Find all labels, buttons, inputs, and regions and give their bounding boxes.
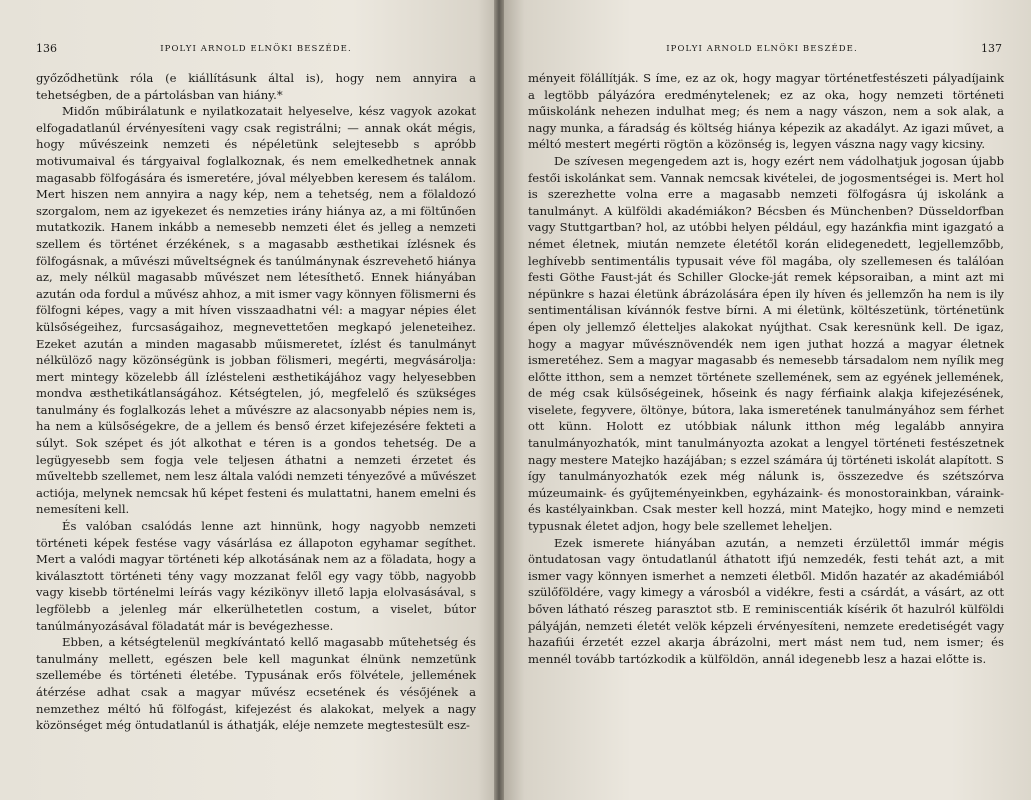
left-page (0, 0, 503, 800)
right-running-header (522, 42, 1002, 58)
left-running-header (36, 42, 476, 58)
left-header-title: IPOLYI ARNOLD ELNÖKI BESZÉDE. (160, 44, 352, 54)
paragraph: Ebben, a kétségtelenül megkívántató kellő magasabb műtehetség és tanulmány mellett, egészen bele kell magunkat élnünk nemzetünk szellemébe és történeti életébe. Typusának erős fölvétele, jellemének átérzése adhat csak a magyar művész ecsetének és vésőjének a nemzethez méltó hű fölfogást, kifejezést és alakokat, melyek a nagy közönséget még öntudatlanúl is áthatják, eléje nemzete megtestesült esz- (36, 635, 476, 733)
right-page-text (528, 70, 1004, 667)
paragraph: De szívesen megengedem azt is, hogy ezért nem vádolhatjuk jogosan újabb festői iskolánkat sem. Vannak nemcsak kivételei, de jogosmentségei is. Mert hol is szerezhette volna erre a magasabb nemzeti fölfogásra új iskolánk a tanulmányt. A külföldi akadémiákon? Bécsben és Münchenben? Düsseldorfban vagy Stuttgartban? hol, az utóbbi helyen például, egy hazánkfia mint igazgató a német életnek, miután nemzete életétől korán elidegenedett, legjellemzőbb, leghívebb sentimentális typusait véve föl magába, oly szellemesen és találóan festi Göthe Faust-ját és Schiller Glocke-ját remek képsoraiban, a mint azt mi népünkre s hazai életünk ábrázolására épen ily híven és jellemzőn ha nem is ily sentimentálisan kívánnók festve bírni. A mi életünk, költészetünk, történetünk épen oly jellemző életteljes alakokat nyújthat. Csak keresnünk kell. De igaz, hogy a magyar művésznövendék nem igen juthat hozzá a magyar életnek ismeretéhez. Sem a magyar magasabb és nemesebb társadalom nem nyílik meg előtte itthon, sem a nemzet története szellemének, sem az egyének jellemének, de még csak külsőségeinek, hőseink és nagy férfiaink alakja kifejezésének, viselete, fegyvere, öltönye, bútora, laka ismeretének tanulmányához sem férhet ott künn. Holott ez utóbbiak nálunk itthon még legalább annyira tanulmányozhatók, mint tanulmányozta azokat a lengyel történeti festészetnek nagy mestere Matejko hazájában; s ezzel számára új történeti iskolát alapított. S így tanulmányozhatók ezek még nálunk is, összezedve és szétszórva múzeumaink- és gyűjteményeinkben, egyházaink- és monostorainkban, váraink- és kastélyainkban. Csak mester kell hozzá, mint Matejko, hogy mind e nemzeti typusnak életet adjon, hogy bele szellemet leheljen. (528, 153, 1004, 534)
right-page-number: 137 (981, 42, 1002, 55)
book-gutter (494, 0, 504, 800)
paragraph: És valóban csalódás lenne azt hinnünk, hogy nagyobb nemzeti történeti képek festése vagy vásárlása ez állapoton egyhamar segíthet. Mert a valódi magyar történeti kép alkotásának nem az a föladata, hogy a kiválasztott történeti tény vagy mozzanat felől egy vagy több, nagyobb vagy kisebb történelmi leírás vagy kézikönyv illető lapja elolvasásával, s legfölebb a jelenleg már elkerülhetetlen costum, a viselet, bútor tanúlmányozásával föladatát már is bevégezhesse. (36, 519, 476, 633)
paragraph: Midőn műbirálatunk e nyilatkozatait helyeselve, kész vagyok azokat elfogadatlanúl érvényesíteni vagy csak registrálni; — annak okát mégis, hogy művészeink nemzeti és népéletünk selejtesebb s apróbb motivumaival és tárgyaival foglalkoznak, és nem emelkedhetnek annak magasabb fölfogására és ismeretére, jóval mélyebben keresem és találom. Mert hiszen nem annyira a nagy kép, nem a tehetség, nem a fölaldozó szorgalom, nem az igyekezet és nemzeties irány hiánya az, a mi föltűnően mutatkozik. Hanem inkább a nemesebb nemzeti élet és jelleg a nemzeti szellem és történet érzékének, s a magasabb æsthetikai ízlésnek és fölfogásnak, a művészi műveltségnek és tanúlmánynak észrevehető hiánya az, mely nélkül magasabb művészet nem létesíthető. Ennek hiányában azután oda fordul a művész ahhoz, a mit ismer vagy könnyen fölismerni és fölfogni képes, vagy a mit híven visszaadhatni vél: a magyar népies élet külsőségeihez, furcsaságaihoz, megnevettetően megkapó jeleneteihez. Ezeket azután a minden magasabb műismeretet, ízlést és tanulmányt nélkülöző nagy közönségünk is jobban fölismeri, megérti, megvásárolja: mert mintegy közelebb áll ízlésteleni æsthetikájához vagy helyesebben mondva æsthetikátlanságához. Kétségtelen, jó, megfelelő és szükséges tanulmány és foglalkozás lehet a művészre az alacsonyabb népies nem is, ha nem a külsőségekre, de a jellem és benső érzet kifejezésére fekteti a súlyt. Sok szépet és jót alkothat e téren is a gondos tehetség. De a legügyesebb sem fogja vele teljesen áthatni a nemzeti érzetet és műveltebb szellemet, nem lesz általa valódi nemzeti tényezővé a művészet actiója, melynek nemcsak hű képet festeni és mulattatni, hanem emelni és nemesíteni kell. (36, 104, 476, 517)
right-header-title: IPOLYI ARNOLD ELNÖKI BESZÉDE. (666, 44, 858, 54)
paragraph: győződhetünk róla (e kiállításunk által is), hogy nem annyira a tehetségben, de a pártolásban van hiány.* (36, 71, 476, 102)
left-page-text (36, 70, 476, 734)
right-page (498, 0, 1031, 800)
paragraph: ményeit fölállítják. S íme, ez az ok, hogy magyar történetfestészeti pályadíjaink a legtöbb pályázóra eredménytelenek; ez az oka, hogy nemzeti történeti műiskolánk nehezen indulhat meg; és nem a nagy vászon, nem a sok alak, a nagy munka, a fáradság és költség hiánya képezik az akadályt. Az igazi művet, a méltó mestert megérti rögtön a közönség is, legyen vászna nagy vagy kicsiny. (528, 71, 1004, 152)
left-page-number: 136 (36, 42, 57, 55)
paragraph: Ezek ismerete hiányában azután, a nemzeti érzülettől immár mégis öntudatosan vagy öntudatlanúl áthatott ifjú nemzedék, festi tehát azt, a mit ismer vagy könnyen ismerhet a nemzeti életből. Midőn hazatér az akadémiából szülőföldére, vagy kimegy a városból a vidékre, festi a csárdát, a vásárt, az ott bőven látható részeg parasztot stb. E reminiscentiák kísérik őt hazulról külföldi pályáján, nemzeti életét velök képzeli érvényesíteni, nemzete eredetiségét vagy hazafiúi érzetét ezzel akarja ábrázolni, mert mást nem tud, nem ismer; és mennél tovább tartózkodik a külföldön, annál idegenebb lesz a hazai előtte is. (528, 535, 1004, 666)
